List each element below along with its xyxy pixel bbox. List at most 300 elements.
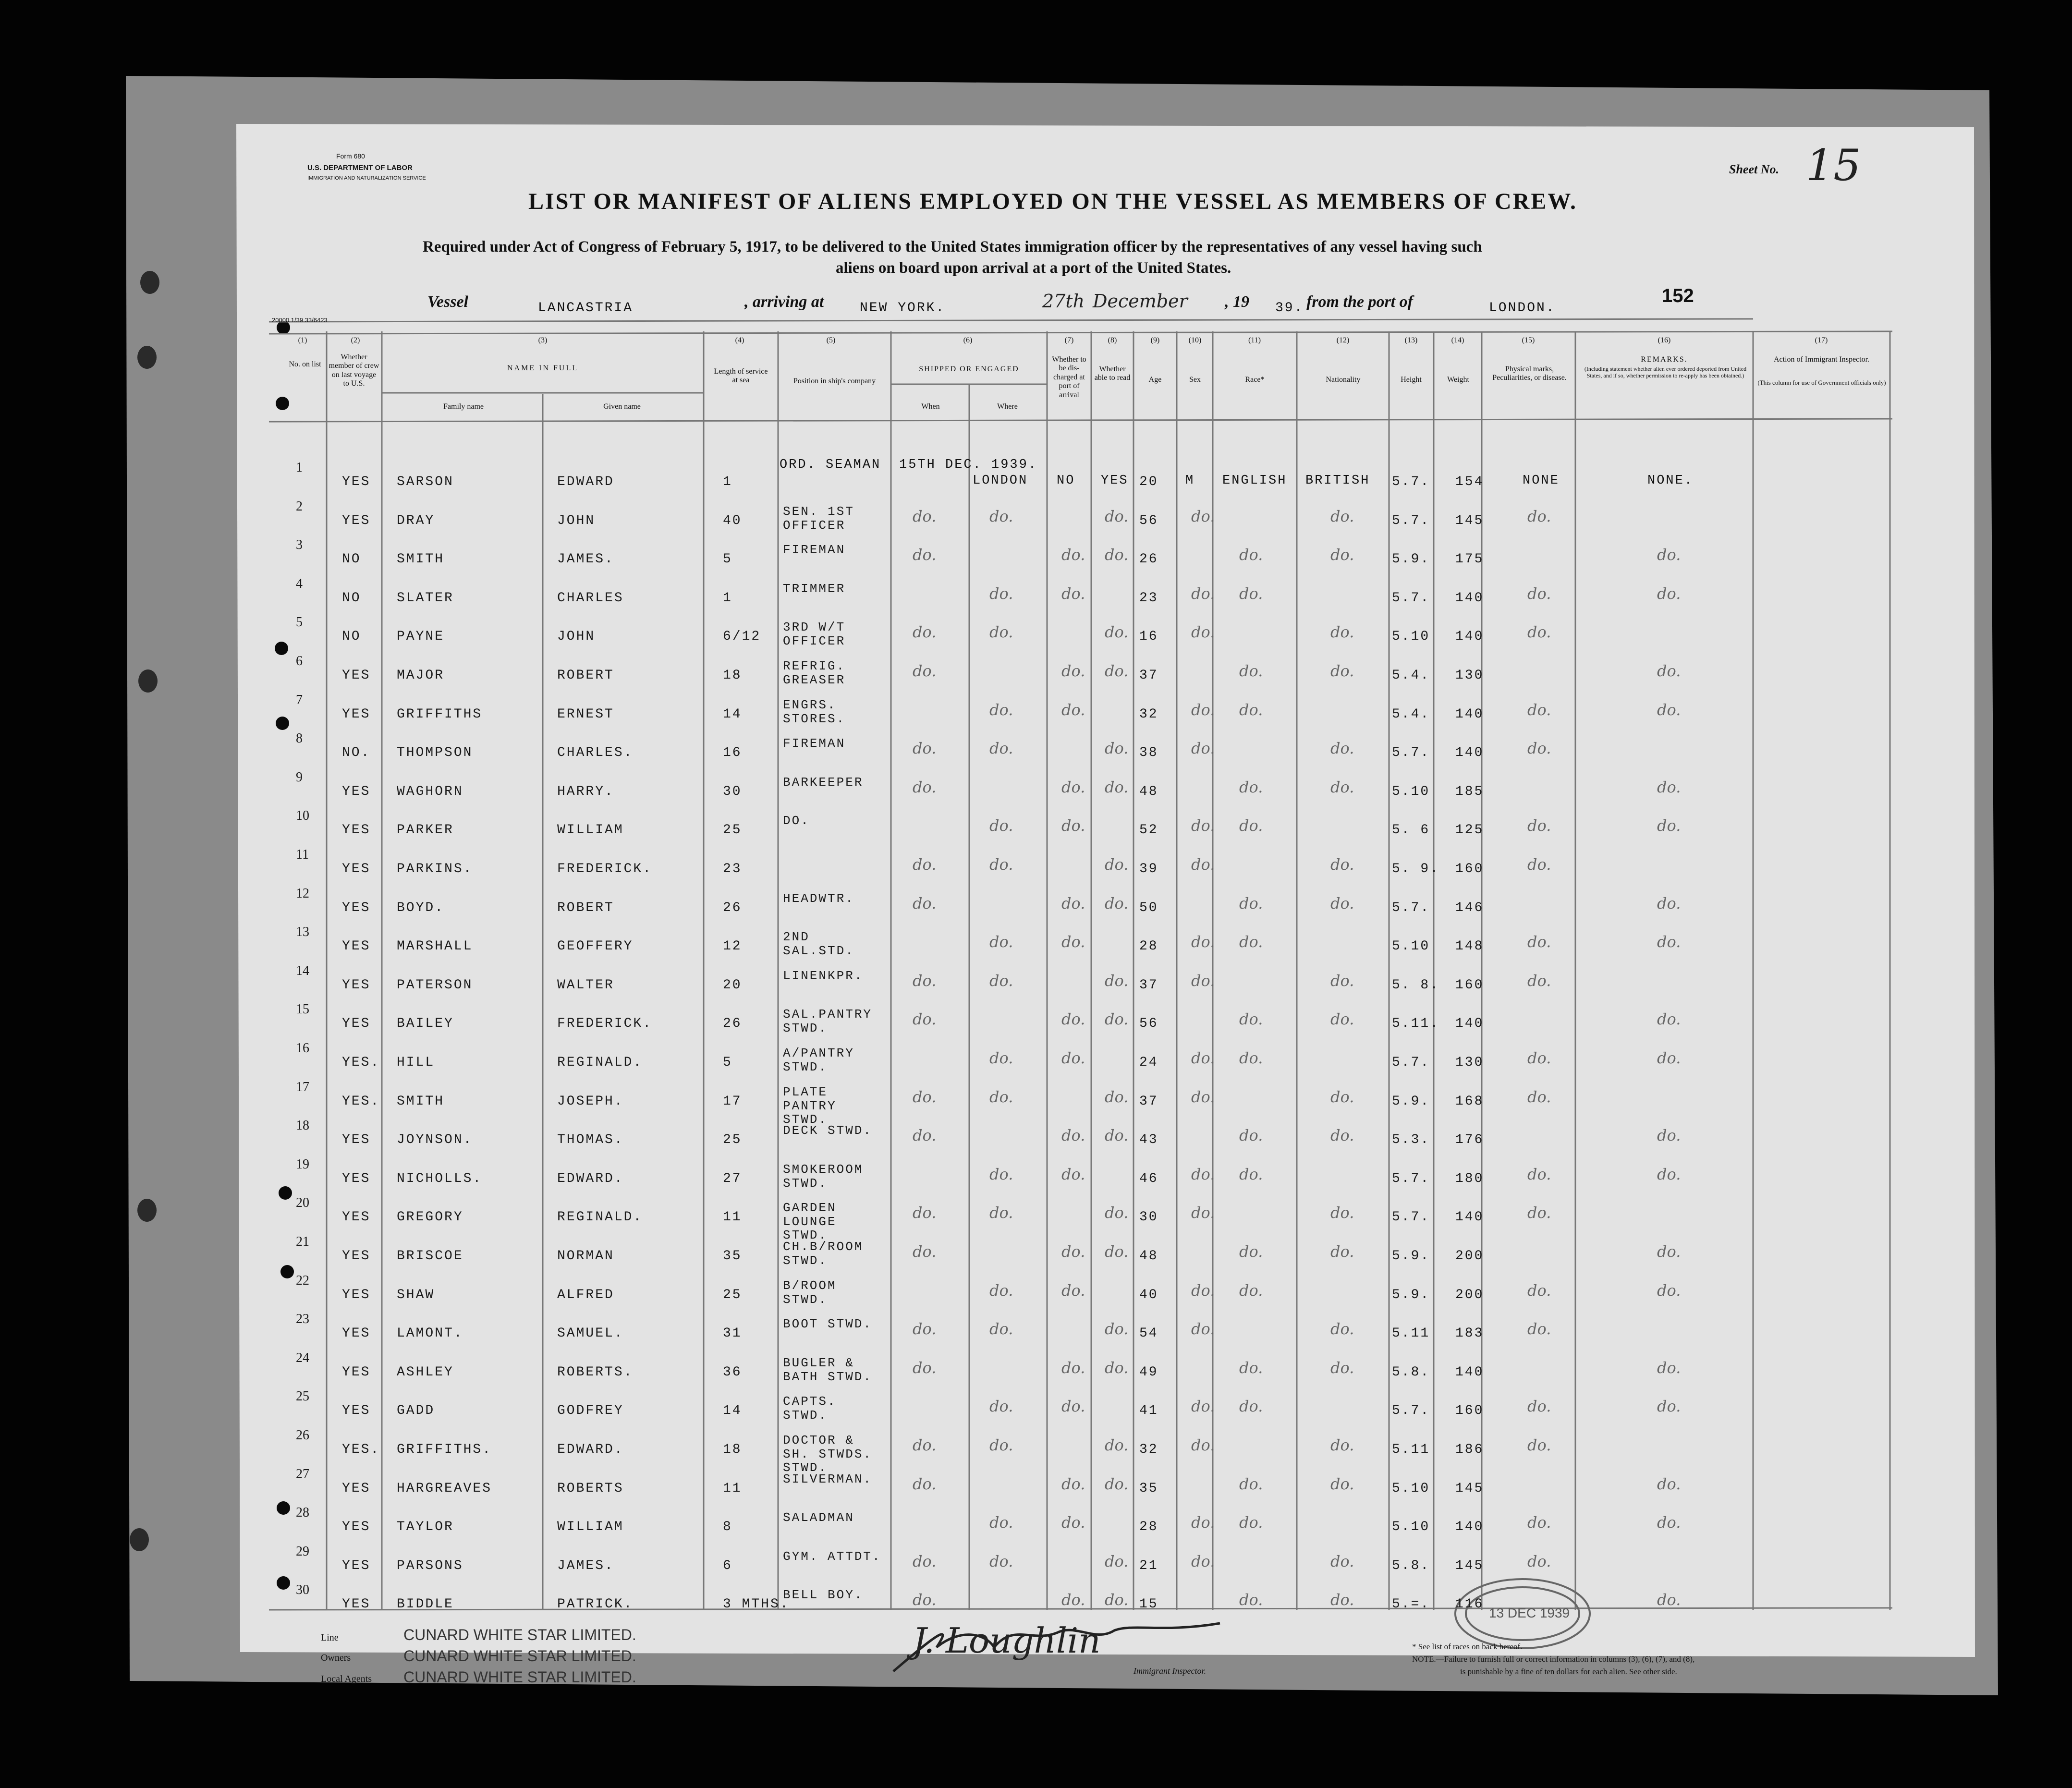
ditto-mark: do. <box>1105 1088 1129 1106</box>
col-nationality: Nationality <box>1326 376 1361 384</box>
member-last-voyage: YES <box>342 1597 371 1612</box>
col-num-6: (6) <box>963 336 973 344</box>
family-name: BIDDLE <box>397 1597 454 1612</box>
given-name: ROBERT <box>557 900 614 915</box>
family-name: SMITH <box>397 1094 445 1109</box>
ditto-mark: do. <box>989 1552 1013 1570</box>
family-name: GADD <box>397 1403 435 1418</box>
length-of-service: 14 <box>723 1403 742 1418</box>
family-name: HILL <box>397 1055 435 1070</box>
ditto-mark: do. <box>1239 1591 1263 1609</box>
weight: 145 <box>1455 1481 1484 1496</box>
position-in-ship: BOOT STWD. <box>783 1317 873 1331</box>
ditto-mark: do. <box>1191 739 1215 757</box>
ditto-mark: do. <box>1527 1552 1551 1570</box>
ditto-mark: do. <box>1330 1010 1354 1028</box>
height: 5.8. <box>1392 1558 1430 1573</box>
age: 43 <box>1139 1132 1158 1147</box>
length-of-service: 11 <box>723 1210 742 1225</box>
length-of-service: 17 <box>723 1094 742 1109</box>
ditto-mark: do. <box>1239 662 1263 680</box>
department-name: U.S. DEPARTMENT OF LABOR <box>307 164 413 172</box>
ditto-mark: do. <box>913 855 937 874</box>
ditto-mark: do. <box>1527 1281 1551 1300</box>
position-in-ship: BARKEEPER <box>783 775 864 790</box>
service-name: IMMIGRATION AND NATURALIZATION SERVICE <box>307 175 426 181</box>
ditto-mark: do. <box>1657 1242 1681 1261</box>
row-1-when: 15TH DEC. 1939. <box>899 458 1038 472</box>
row-number: 18 <box>296 1118 309 1133</box>
departure-port: LONDON. <box>1489 301 1556 316</box>
length-of-service: 20 <box>723 978 742 993</box>
col-num-12: (12) <box>1336 336 1350 344</box>
ditto-mark: do. <box>1191 1397 1215 1415</box>
position-in-ship: BELL BOY. <box>783 1588 864 1602</box>
length-of-service: 18 <box>723 668 742 683</box>
ditto-mark: do. <box>1527 816 1551 835</box>
row-number: 5 <box>296 615 303 630</box>
position-in-ship: ENGRS. STORES. <box>783 698 846 726</box>
ditto-mark: do. <box>1657 778 1681 796</box>
height: 5.3. <box>1392 1132 1430 1147</box>
position-in-ship: DECK STWD. <box>783 1123 873 1138</box>
row-1-position-line1: ORD. SEAMAN <box>780 458 881 472</box>
age: 48 <box>1139 784 1158 799</box>
ditto-mark: do. <box>1239 778 1263 796</box>
sheet-number: 15 <box>1806 140 1861 191</box>
family-name: NICHOLLS. <box>397 1171 483 1186</box>
owners-label: Owners <box>321 1653 351 1663</box>
ditto-mark: do. <box>1330 1359 1354 1377</box>
row-number: 23 <box>296 1312 309 1326</box>
col-no-on-list: No. on list <box>289 360 321 368</box>
row-number: 7 <box>296 693 303 707</box>
ditto-mark: do. <box>989 855 1013 874</box>
row-number: 13 <box>296 924 309 939</box>
age: 26 <box>1139 552 1158 567</box>
row-number: 1 <box>296 460 303 475</box>
given-name: ALFRED <box>557 1288 614 1302</box>
age: 56 <box>1139 1016 1158 1031</box>
ditto-mark: do. <box>1105 739 1129 757</box>
ditto-mark: do. <box>989 1436 1013 1454</box>
given-name: ROBERTS. <box>557 1365 634 1380</box>
height: 5.7. <box>1392 1055 1430 1070</box>
age: 32 <box>1139 707 1158 722</box>
ditto-mark: do. <box>1330 1320 1354 1338</box>
ditto-mark: do. <box>1657 1397 1681 1415</box>
member-last-voyage: YES <box>342 1558 371 1573</box>
col-remarks-note: (Including statement whether alien ever ordered deported from United States, and if so, whether permission to re-apply has been obtained.) <box>1584 365 1747 379</box>
family-name: BAILEY <box>397 1016 454 1031</box>
given-name: NORMAN <box>557 1249 614 1264</box>
vessel-name: LANCASTRIA <box>538 301 634 316</box>
ditto-mark: do. <box>913 1436 937 1454</box>
ditto-mark: do. <box>1105 778 1129 796</box>
given-name: ERNEST <box>557 707 614 722</box>
given-name: CHARLES. <box>557 745 634 760</box>
family-name: DRAY <box>397 513 435 528</box>
height: 5.7. <box>1392 900 1430 915</box>
ditto-mark: do. <box>1105 623 1129 641</box>
member-last-voyage: YES <box>342 1326 371 1341</box>
ditto-mark: do. <box>1191 933 1215 951</box>
given-name: EDWARD. <box>557 1171 624 1186</box>
family-name: WAGHORN <box>397 784 463 799</box>
length-of-service: 26 <box>723 900 742 915</box>
row-number: 4 <box>296 576 303 591</box>
row-number: 27 <box>296 1467 309 1482</box>
weight: 200 <box>1455 1288 1484 1302</box>
age: 15 <box>1139 1597 1158 1612</box>
ditto-mark: do. <box>989 1281 1013 1300</box>
ditto-mark: do. <box>1191 1165 1215 1183</box>
row-number: 24 <box>296 1350 309 1365</box>
ditto-mark: do. <box>913 662 937 680</box>
ditto-mark: do. <box>1527 1088 1551 1106</box>
races-note: * See list of races on back hereof. <box>1412 1642 1523 1651</box>
ditto-mark: do. <box>1330 1475 1354 1493</box>
given-name: FREDERICK. <box>557 1016 653 1031</box>
ditto-mark: do. <box>1239 816 1263 835</box>
height: 5.11 <box>1392 1326 1430 1341</box>
sheet-label: Sheet No. <box>1729 162 1779 176</box>
height: 5.7. <box>1392 745 1430 760</box>
row-number: 17 <box>296 1080 309 1095</box>
ditto-mark: do. <box>989 1204 1013 1222</box>
age: 16 <box>1139 629 1158 644</box>
row-number: 21 <box>296 1234 309 1249</box>
col-length-service: Length of service at sea <box>714 367 768 385</box>
vessel-label: Vessel <box>427 293 468 311</box>
member-last-voyage: YES <box>342 1403 371 1418</box>
col-height: Height <box>1401 376 1422 384</box>
weight: 183 <box>1455 1326 1484 1341</box>
family-name: PARSONS <box>397 1558 463 1573</box>
position-in-ship: CAPTS. STWD. <box>783 1394 837 1423</box>
ditto-mark: do. <box>1527 1513 1551 1532</box>
ditto-mark: do. <box>1191 1320 1215 1338</box>
list-number: 152 <box>1662 285 1694 306</box>
weight: 200 <box>1455 1249 1484 1264</box>
position-in-ship: SAL.PANTRY STWD. <box>783 1007 873 1035</box>
col-physical-marks: Physical marks, Peculiarities, or disease. <box>1492 365 1567 382</box>
ditto-mark: do. <box>1061 1242 1085 1261</box>
ditto-mark: do. <box>913 778 937 796</box>
col-weight: Weight <box>1447 376 1469 384</box>
col-num-13: (13) <box>1404 336 1418 344</box>
col-discharged: Whether to be dis-charged at port of arrival <box>1052 355 1086 399</box>
ditto-mark: do. <box>1527 623 1551 641</box>
ditto-mark: do. <box>1330 778 1354 796</box>
weight: 116 <box>1455 1597 1484 1612</box>
ditto-mark: do. <box>1239 1049 1263 1067</box>
row-number: 22 <box>296 1273 309 1288</box>
ditto-mark: do. <box>1061 546 1085 564</box>
ditto-mark: do. <box>1191 1281 1215 1300</box>
ditto-mark: do. <box>1105 1359 1129 1377</box>
col-num-14: (14) <box>1451 336 1464 344</box>
ditto-mark: do. <box>1061 816 1085 835</box>
position-in-ship: 3RD W/T OFFICER <box>783 620 846 648</box>
position-in-ship: REFRIG. GREASER <box>783 659 846 687</box>
ditto-mark: do. <box>1061 701 1085 719</box>
col-inspector-action: Action of Immigrant Inspector. <box>1773 355 1870 364</box>
weight: 140 <box>1455 1016 1484 1031</box>
ditto-mark: do. <box>913 1242 937 1261</box>
row-number: 3 <box>296 537 303 552</box>
row-number: 11 <box>296 847 309 862</box>
ditto-mark: do. <box>1527 855 1551 874</box>
ditto-mark: do. <box>1105 1591 1129 1609</box>
ditto-mark: do. <box>1657 662 1681 680</box>
weight: 125 <box>1455 823 1484 838</box>
ditto-mark: do. <box>1330 855 1354 874</box>
weight: 148 <box>1455 939 1484 954</box>
position-in-ship: A/PANTRY STWD. <box>783 1046 854 1074</box>
ditto-mark: do. <box>1105 1126 1129 1144</box>
ditto-mark: do. <box>1239 701 1263 719</box>
family-name: THOMPSON <box>397 745 473 760</box>
position-in-ship: SILVERMAN. <box>783 1472 873 1486</box>
ditto-mark: do. <box>1061 1010 1085 1028</box>
ditto-mark: do. <box>1191 623 1215 641</box>
arrival-day: 27th <box>1042 291 1085 312</box>
length-of-service: 8 <box>723 1520 732 1534</box>
ditto-mark: do. <box>1527 1049 1551 1067</box>
weight: 160 <box>1455 862 1484 876</box>
ditto-mark: do. <box>1239 1513 1263 1532</box>
received-stamp-date: 13 DEC 1939 <box>1489 1606 1570 1620</box>
ditto-mark: do. <box>1527 1204 1551 1222</box>
given-name: JOHN <box>557 629 596 644</box>
length-of-service: 1 <box>723 591 732 606</box>
member-last-voyage: YES <box>342 1171 371 1186</box>
ditto-mark: do. <box>1330 972 1354 990</box>
height: 5.10 <box>1392 784 1430 799</box>
weight: 175 <box>1455 552 1484 567</box>
age: 28 <box>1139 939 1158 954</box>
age: 50 <box>1139 900 1158 915</box>
ditto-mark: do. <box>913 546 937 564</box>
ditto-mark: do. <box>1657 894 1681 912</box>
ditto-mark: do. <box>1191 701 1215 719</box>
height: 5. 8. <box>1392 978 1440 993</box>
height: 5.7. <box>1392 1171 1430 1186</box>
length-of-service: 25 <box>723 1132 742 1147</box>
col-remarks: REMARKS. <box>1641 355 1688 364</box>
weight: 140 <box>1455 1520 1484 1534</box>
col-shipped-engaged: SHIPPED OR ENGAGED <box>919 365 1019 373</box>
given-name: ROBERT <box>557 668 614 683</box>
weight: 140 <box>1455 1210 1484 1225</box>
position-in-ship: DOCTOR & SH. STWDS. STWD. <box>783 1433 873 1475</box>
line-value: CUNARD WHITE STAR LIMITED. <box>403 1626 636 1643</box>
ditto-mark: do. <box>1239 1359 1263 1377</box>
ditto-mark: do. <box>1330 507 1354 525</box>
ditto-mark: do. <box>1239 1242 1263 1261</box>
position-in-ship: B/ROOM STWD. <box>783 1278 837 1307</box>
ditto-mark: do. <box>913 739 937 757</box>
ditto-mark: do. <box>913 507 937 525</box>
age: 23 <box>1139 591 1158 606</box>
age: 46 <box>1139 1171 1158 1186</box>
col-race: Race* <box>1245 376 1265 384</box>
position-in-ship: DO. <box>783 814 810 828</box>
member-last-voyage: YES <box>342 707 371 722</box>
given-name: SAMUEL. <box>557 1326 624 1341</box>
member-last-voyage: YES <box>342 784 371 799</box>
ditto-mark: do. <box>989 1513 1013 1532</box>
weight: 145 <box>1455 513 1484 528</box>
col-num-2: (2) <box>351 336 360 344</box>
col-num-1: (1) <box>298 336 307 344</box>
ditto-mark: do. <box>1527 584 1551 603</box>
arriving-label: , arriving at <box>744 293 824 311</box>
given-name: CHARLES <box>557 591 624 606</box>
ditto-mark: do. <box>989 701 1013 719</box>
ditto-mark: do. <box>1105 1320 1129 1338</box>
row-1-where: LONDON <box>973 474 1028 488</box>
col-num-10: (10) <box>1188 336 1202 344</box>
ditto-mark: do. <box>1527 972 1551 990</box>
ditto-mark: do. <box>1657 1049 1681 1067</box>
ditto-mark: do. <box>989 1320 1013 1338</box>
col-able-read: Whether able to read <box>1094 365 1131 382</box>
ditto-mark: do. <box>1191 972 1215 990</box>
position-in-ship: PLATE PANTRY STWD. <box>783 1085 837 1127</box>
ditto-mark: do. <box>1061 1281 1085 1300</box>
given-name: THOMAS. <box>557 1132 624 1147</box>
member-last-voyage: YES <box>342 862 371 876</box>
family-name: SMITH <box>397 552 445 567</box>
weight: 140 <box>1455 1365 1484 1380</box>
given-name: EDWARD <box>557 474 614 489</box>
print-code: 20000 1/39 33/6423 <box>272 316 328 324</box>
height: 5.10 <box>1392 1481 1430 1496</box>
member-last-voyage: YES <box>342 668 371 683</box>
ditto-mark: do. <box>1105 507 1129 525</box>
length-of-service: 5 <box>723 1055 732 1070</box>
row-number: 9 <box>296 770 303 785</box>
length-of-service: 11 <box>723 1481 742 1496</box>
age: 30 <box>1139 1210 1158 1225</box>
given-name: JOSEPH. <box>557 1094 624 1109</box>
length-of-service: 30 <box>723 784 742 799</box>
given-name: WILLIAM <box>557 823 624 838</box>
ditto-mark: do. <box>1105 1204 1129 1222</box>
family-name: SARSON <box>397 474 454 489</box>
height: 5. 6 <box>1392 823 1430 838</box>
length-of-service: 16 <box>723 745 742 760</box>
ditto-mark: do. <box>1239 584 1263 603</box>
length-of-service: 6 <box>723 1558 732 1573</box>
ditto-mark: do. <box>1330 1088 1354 1106</box>
ditto-mark: do. <box>1191 1552 1215 1570</box>
ditto-mark: do. <box>913 1552 937 1570</box>
ditto-mark: do. <box>1239 1165 1263 1183</box>
family-name: LAMONT. <box>397 1326 463 1341</box>
ditto-mark: do. <box>913 1126 937 1144</box>
inspector-label: Immigrant Inspector. <box>1134 1666 1206 1676</box>
ditto-mark: do. <box>913 972 937 990</box>
row-1-nationality: BRITISH <box>1305 474 1370 488</box>
height: 5.9. <box>1392 1249 1430 1264</box>
ditto-mark: do. <box>1330 623 1354 641</box>
age: 20 <box>1139 474 1158 489</box>
length-of-service: 26 <box>723 1016 742 1031</box>
family-name: PARKINS. <box>397 862 473 876</box>
length-of-service: 12 <box>723 939 742 954</box>
given-name: REGINALD. <box>557 1210 643 1225</box>
member-last-voyage: NO <box>342 629 361 644</box>
ditto-mark: do. <box>989 972 1013 990</box>
position-in-ship: BUGLER & BATH STWD. <box>783 1356 873 1384</box>
weight: 140 <box>1455 629 1484 644</box>
ditto-mark: do. <box>1061 778 1085 796</box>
ditto-mark: do. <box>1061 1049 1085 1067</box>
position-in-ship: TRIMMER <box>783 582 846 596</box>
arrival-port: NEW YORK. <box>860 301 946 316</box>
ditto-mark: do. <box>1527 1165 1551 1183</box>
penalty-note-1: NOTE.—Failure to furnish full or correct information in columns (3), (6), (7), and (8), <box>1412 1654 1695 1664</box>
length-of-service: 14 <box>723 707 742 722</box>
ditto-mark: do. <box>1191 584 1215 603</box>
ditto-mark: do. <box>1330 894 1354 912</box>
height: 5.7. <box>1392 474 1430 489</box>
ditto-mark: do. <box>913 1320 937 1338</box>
col-member-last-voyage: Whether member of crew on last voyage to U.S. <box>329 353 379 388</box>
age: 28 <box>1139 1520 1158 1534</box>
position-in-ship: SMOKEROOM STWD. <box>783 1162 864 1191</box>
height: 5.4. <box>1392 668 1430 683</box>
ditto-mark: do. <box>1061 1591 1085 1609</box>
penalty-note-2: is punishable by a fine of ten dollars for each alien. See other side. <box>1460 1667 1677 1676</box>
height: 5.7. <box>1392 513 1430 528</box>
ditto-mark: do. <box>1105 1242 1129 1261</box>
height: 5.7. <box>1392 1210 1430 1225</box>
row-1-sex: M <box>1185 474 1195 488</box>
position-in-ship: HEADWTR. <box>783 891 854 906</box>
family-name: BRISCOE <box>397 1249 463 1264</box>
row-number: 14 <box>296 963 309 978</box>
family-name: GREGORY <box>397 1210 463 1225</box>
ditto-mark: do. <box>989 623 1013 641</box>
ditto-mark: do. <box>1061 1126 1085 1144</box>
length-of-service: 31 <box>723 1326 742 1341</box>
age: 56 <box>1139 513 1158 528</box>
ditto-mark: do. <box>1239 1010 1263 1028</box>
weight: 176 <box>1455 1132 1484 1147</box>
row-number: 25 <box>296 1389 309 1404</box>
ditto-mark: do. <box>1105 1552 1129 1570</box>
weight: 140 <box>1455 745 1484 760</box>
member-last-voyage: YES <box>342 823 371 838</box>
given-name: JAMES. <box>557 1558 614 1573</box>
ditto-mark: do. <box>1191 855 1215 874</box>
ditto-mark: do. <box>1239 1281 1263 1300</box>
given-name: REGINALD. <box>557 1055 643 1070</box>
weight: 130 <box>1455 668 1484 683</box>
col-inspector-action-note: (This column for use of Government officials only) <box>1757 379 1886 386</box>
ditto-mark: do. <box>1061 1513 1085 1532</box>
family-name: PATERSON <box>397 978 473 993</box>
ditto-mark: do. <box>1330 1204 1354 1222</box>
height: 5.4. <box>1392 707 1430 722</box>
row-number: 29 <box>296 1544 309 1559</box>
form-subtitle-1: Required under Act of Congress of February 5, 1917, to be delivered to the United States immigration officer by the representatives of any vessel having such <box>423 238 1482 255</box>
length-of-service: 5 <box>723 552 732 567</box>
